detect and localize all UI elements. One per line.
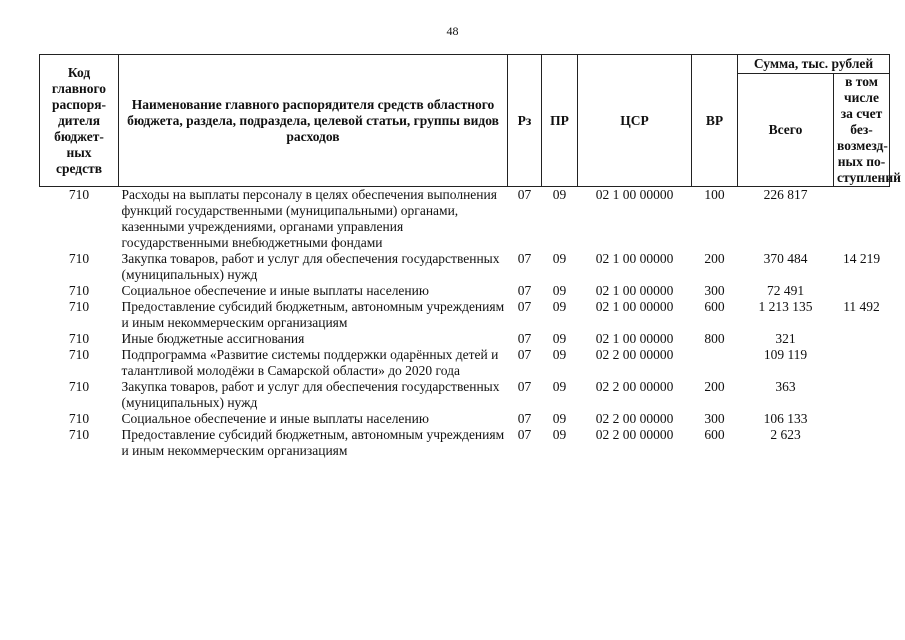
cell-rz: 07 [517,251,532,266]
cell-csr: 02 2 00 00000 [595,411,674,426]
cell-pr: 09 [552,251,567,266]
header-total: Всего [738,74,834,187]
header-sum: Сумма, тыс. рублей [738,55,890,74]
table-row [40,283,890,299]
cell-name: Социальное обеспечение и иные выплаты населению [121,411,429,426]
cell-csr: 02 1 00 00000 [595,187,674,202]
cell-code: 710 [68,347,90,362]
cell-name: Расходы на выплаты персоналу в целях обеспечения выполнения функций государственными (муниципальными) органами, казенными учреждениями, органами управления государственными внебюджетными фондами [121,187,497,250]
cell-name: Социальное обеспечение и иные выплаты населению [121,283,429,298]
cell-name: Закупка товаров, работ и услуг для обеспечения государственных (муниципальных) нужд [121,379,500,410]
cell-rz: 07 [517,283,532,298]
cell-pr: 09 [552,283,567,298]
cell-code: 710 [68,427,90,442]
cell-grant [834,411,890,427]
cell-vr: 300 [704,411,725,426]
cell-grant [834,347,890,379]
table-row [40,187,890,252]
cell-csr: 02 2 00 00000 [595,379,674,394]
cell-rz: 07 [517,347,532,362]
header-code: Код главного распоря-дителя бюджет-ных средств [40,55,119,187]
cell-pr: 09 [552,331,567,346]
table-row [40,347,890,379]
cell-code: 710 [68,187,90,202]
cell-vr: 600 [704,299,725,314]
table-body [40,187,890,460]
cell-vr: 600 [704,427,725,442]
cell-grant [834,187,890,252]
cell-name: Подпрограмма «Развитие системы поддержки одарённых детей и талантливой молодёжи в Самарской области» до 2020 года [121,347,499,378]
cell-grant [834,427,890,459]
page-number: 48 [446,24,459,38]
cell-csr: 02 1 00 00000 [595,283,674,298]
header-grants: в том числе за счет без-возмезд-ных по-ступлений [834,74,890,187]
cell-rz: 07 [517,427,532,442]
cell-pr: 09 [552,187,567,202]
cell-total: 72 491 [766,283,805,298]
cell-grant: 14 219 [842,251,881,266]
cell-rz: 07 [517,187,532,202]
cell-csr: 02 1 00 00000 [595,251,674,266]
cell-vr: 300 [704,283,725,298]
cell-name: Предоставление субсидий бюджетным, автономным учреждениям и иным некоммерческим организациям [121,427,505,458]
cell-code: 710 [68,251,90,266]
cell-code: 710 [68,283,90,298]
cell-rz: 07 [517,299,532,314]
table-row [40,299,890,331]
cell-csr: 02 1 00 00000 [595,299,674,314]
cell-total: 106 133 [763,411,808,426]
cell-grant [834,379,890,411]
cell-vr: 200 [704,251,725,266]
table-row [40,379,890,411]
cell-total: 321 [775,331,796,346]
header-rz: Рз [508,55,542,187]
cell-vr: 200 [704,379,725,394]
cell-grant: 11 492 [843,299,880,314]
cell-rz: 07 [517,379,532,394]
table-row [40,427,890,459]
cell-vr: 100 [704,187,725,202]
cell-code: 710 [68,379,90,394]
cell-code: 710 [68,331,90,346]
cell-vr: 800 [704,331,725,346]
cell-csr: 02 1 00 00000 [595,331,674,346]
cell-csr: 02 2 00 00000 [595,427,674,442]
cell-total: 370 484 [763,251,808,266]
cell-total: 363 [775,379,796,394]
cell-name: Иные бюджетные ассигнования [121,331,305,346]
cell-pr: 09 [552,427,567,442]
cell-csr: 02 2 00 00000 [595,347,674,362]
cell-grant [834,283,890,299]
cell-code: 710 [68,411,90,426]
table-row [40,411,890,427]
table-row [40,331,890,347]
header-vr: ВР [692,55,738,187]
cell-pr: 09 [552,411,567,426]
cell-rz: 07 [517,411,532,426]
cell-total: 2 623 [770,427,801,442]
header-csr: ЦСР [578,55,692,187]
cell-vr [692,347,738,379]
cell-pr: 09 [552,347,567,362]
budget-table [39,54,901,459]
cell-grant [834,331,890,347]
header-pr: ПР [542,55,578,187]
cell-pr: 09 [552,379,567,394]
header-name: Наименование главного распорядителя средств областного бюджета, раздела, подраздела, целевой статьи, группы видов расходов [119,55,508,187]
cell-pr: 09 [552,299,567,314]
table-row [40,251,890,283]
table-header [40,55,901,187]
cell-name: Закупка товаров, работ и услуг для обеспечения государственных (муниципальных) нужд [121,251,500,282]
cell-total: 109 119 [763,347,808,362]
cell-name: Предоставление субсидий бюджетным, автономным учреждениям и иным некоммерческим организациям [121,299,505,330]
cell-total: 1 213 135 [758,299,813,314]
cell-rz: 07 [517,331,532,346]
cell-code: 710 [68,299,90,314]
cell-total: 226 817 [763,187,808,202]
